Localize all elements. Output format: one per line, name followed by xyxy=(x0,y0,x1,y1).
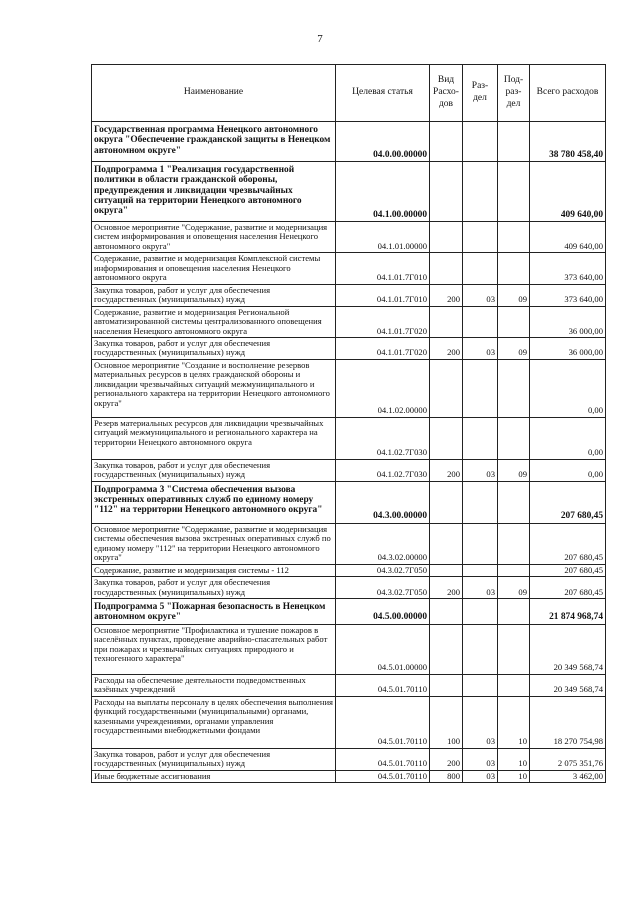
row-target-article-cell: 04.5.00.00000 xyxy=(336,598,430,624)
row-name-cell: Подпрограмма 1 "Реализация государственной политики в области гражданской обороны, предупреждения и ликвидации чрезвычайных ситуаций на территории Ненецкого автономного округа" xyxy=(92,162,336,222)
row-name-cell: Расходы на обеспечение деятельности подведомственных казённых учреждений xyxy=(92,674,336,696)
table-row xyxy=(92,337,606,359)
row-section-cell xyxy=(463,417,498,459)
row-name-cell: Государственная программа Ненецкого автономного округа "Обеспечение гражданской защиты в Ненецком автономном округе" xyxy=(92,122,336,162)
row-name-cell: Закупка товаров, работ и услуг для обеспечения государственных (муниципальных) нужд xyxy=(92,459,336,481)
table-row xyxy=(92,564,606,576)
row-amount-cell: 0,00 xyxy=(530,417,606,459)
table-row xyxy=(92,459,606,481)
table-header-row xyxy=(92,65,606,122)
row-target-article-cell: 04.5.01.70110 xyxy=(336,770,430,782)
row-target-article-cell: 04.1.02.7Г030 xyxy=(336,459,430,481)
row-amount-cell: 20 349 568,74 xyxy=(530,674,606,696)
row-name-cell: Подпрограмма 3 "Система обеспечения вызова экстренных оперативных служб по единому номеру "112" на территории Ненецкого автономного округа" xyxy=(92,481,336,523)
row-name-cell: Содержание, развитие и модернизация Региональной автоматизированной системы централизованного оповещения населения Ненецкого автономного округа xyxy=(92,306,336,337)
row-expense-type-cell xyxy=(430,523,463,564)
row-subsection-cell xyxy=(498,162,530,222)
row-amount-cell: 36 000,00 xyxy=(530,306,606,337)
row-expense-type-cell xyxy=(430,624,463,674)
row-amount-cell: 2 075 351,76 xyxy=(530,748,606,770)
header-section: Раз-дел xyxy=(463,65,498,122)
row-name-cell: Основное мероприятие "Содержание, развитие и модернизация системы обеспечения вызова экстренных оперативных служб по единому номеру "112" на территории Ненецкого автономного округа" xyxy=(92,523,336,564)
row-expense-type-cell: 800 xyxy=(430,770,463,782)
row-section-cell: 03 xyxy=(463,577,498,599)
row-section-cell xyxy=(463,306,498,337)
table-row xyxy=(92,748,606,770)
row-subsection-cell: 09 xyxy=(498,337,530,359)
row-name-cell: Расходы на выплаты персоналу в целях обеспечения выполнения функций государственными (муниципальными) органами, казенными учреждениями, органами управления государственными внебюджетными фондами xyxy=(92,696,336,748)
row-section-cell xyxy=(463,598,498,624)
table-row xyxy=(92,674,606,696)
row-section-cell: 03 xyxy=(463,696,498,748)
budget-table xyxy=(91,64,606,783)
table-row xyxy=(92,162,606,222)
row-target-article-cell: 04.5.01.70110 xyxy=(336,674,430,696)
row-amount-cell: 409 640,00 xyxy=(530,222,606,253)
row-expense-type-cell xyxy=(430,306,463,337)
row-target-article-cell: 04.3.00.00000 xyxy=(336,481,430,523)
row-target-article-cell: 04.0.00.00000 xyxy=(336,122,430,162)
row-name-cell: Содержание, развитие и модернизация Комплексной системы информирования и оповещения населения Ненецкого автономного округа xyxy=(92,253,336,284)
header-total: Всего расходов xyxy=(530,65,606,122)
row-amount-cell: 207 680,45 xyxy=(530,577,606,599)
header-name: Наименование xyxy=(92,65,336,122)
row-target-article-cell: 04.5.01.00000 xyxy=(336,624,430,674)
row-target-article-cell: 04.1.01.7Г010 xyxy=(336,253,430,284)
row-name-cell: Содержание, развитие и модернизация системы - 112 xyxy=(92,564,336,576)
row-target-article-cell: 04.1.01.00000 xyxy=(336,222,430,253)
row-name-cell: Иные бюджетные ассигнования xyxy=(92,770,336,782)
row-section-cell: 03 xyxy=(463,337,498,359)
row-target-article-cell: 04.3.02.7Г050 xyxy=(336,564,430,576)
row-section-cell: 03 xyxy=(463,459,498,481)
row-target-article-cell: 04.1.00.00000 xyxy=(336,162,430,222)
row-name-cell: Основное мероприятие "Профилактика и тушение пожаров в населённых пунктах, проведение аварийно-спасательных работ при пожарах и чрезвычайных ситуациях природного и техногенного характера" xyxy=(92,624,336,674)
row-target-article-cell: 04.3.02.7Г050 xyxy=(336,577,430,599)
page-number: 7 xyxy=(317,33,323,45)
row-target-article-cell: 04.1.02.00000 xyxy=(336,359,430,417)
table-row xyxy=(92,523,606,564)
row-section-cell xyxy=(463,481,498,523)
row-name-cell: Закупка товаров, работ и услуг для обеспечения государственных (муниципальных) нужд xyxy=(92,284,336,306)
row-target-article-cell: 04.1.01.7Г010 xyxy=(336,284,430,306)
row-amount-cell: 21 874 968,74 xyxy=(530,598,606,624)
row-section-cell xyxy=(463,162,498,222)
row-section-cell xyxy=(463,253,498,284)
row-expense-type-cell: 200 xyxy=(430,284,463,306)
row-section-cell xyxy=(463,122,498,162)
row-subsection-cell xyxy=(498,253,530,284)
row-name-cell: Подпрограмма 5 "Пожарная безопасность в Ненецком автономном округе" xyxy=(92,598,336,624)
header-expense-type: Вид Расхо-дов xyxy=(430,65,463,122)
row-subsection-cell xyxy=(498,306,530,337)
row-subsection-cell xyxy=(498,523,530,564)
row-target-article-cell: 04.1.01.7Г020 xyxy=(336,306,430,337)
row-expense-type-cell xyxy=(430,564,463,576)
table-row xyxy=(92,696,606,748)
row-subsection-cell: 10 xyxy=(498,696,530,748)
row-amount-cell: 0,00 xyxy=(530,359,606,417)
row-expense-type-cell: 200 xyxy=(430,577,463,599)
row-name-cell: Основное мероприятие "Содержание, развитие и модернизация систем информирования и оповещения населения Ненецкого автономного округа" xyxy=(92,222,336,253)
row-subsection-cell xyxy=(498,481,530,523)
row-expense-type-cell: 200 xyxy=(430,337,463,359)
row-expense-type-cell: 200 xyxy=(430,459,463,481)
table-row xyxy=(92,306,606,337)
row-section-cell xyxy=(463,564,498,576)
table-row xyxy=(92,770,606,782)
row-expense-type-cell xyxy=(430,674,463,696)
row-subsection-cell xyxy=(498,598,530,624)
row-section-cell: 03 xyxy=(463,770,498,782)
row-amount-cell: 207 680,45 xyxy=(530,481,606,523)
row-amount-cell: 373 640,00 xyxy=(530,253,606,284)
row-section-cell xyxy=(463,624,498,674)
row-expense-type-cell: 100 xyxy=(430,696,463,748)
table-row xyxy=(92,481,606,523)
row-name-cell: Закупка товаров, работ и услуг для обеспечения государственных (муниципальных) нужд xyxy=(92,748,336,770)
table-row xyxy=(92,624,606,674)
row-subsection-cell: 09 xyxy=(498,459,530,481)
row-expense-type-cell xyxy=(430,359,463,417)
row-amount-cell: 20 349 568,74 xyxy=(530,624,606,674)
row-subsection-cell xyxy=(498,122,530,162)
row-name-cell: Закупка товаров, работ и услуг для обеспечения государственных (муниципальных) нужд xyxy=(92,337,336,359)
row-section-cell xyxy=(463,674,498,696)
table-row xyxy=(92,577,606,599)
header-target-article: Целевая статья xyxy=(336,65,430,122)
row-target-article-cell: 04.1.01.7Г020 xyxy=(336,337,430,359)
row-name-cell: Основное мероприятие "Создание и восполнение резервов материальных ресурсов в целях гражданской обороны и ликвидации чрезвычайных ситуаций межмуниципального и регионального характера на территории Ненецкого автономного округа" xyxy=(92,359,336,417)
row-target-article-cell: 04.3.02.00000 xyxy=(336,523,430,564)
row-expense-type-cell xyxy=(430,417,463,459)
row-amount-cell: 373 640,00 xyxy=(530,284,606,306)
row-expense-type-cell xyxy=(430,122,463,162)
row-subsection-cell xyxy=(498,564,530,576)
row-subsection-cell: 10 xyxy=(498,748,530,770)
row-expense-type-cell xyxy=(430,222,463,253)
row-section-cell xyxy=(463,222,498,253)
row-subsection-cell: 10 xyxy=(498,770,530,782)
table-row xyxy=(92,253,606,284)
row-expense-type-cell xyxy=(430,598,463,624)
row-subsection-cell xyxy=(498,674,530,696)
row-subsection-cell xyxy=(498,222,530,253)
row-amount-cell: 207 680,45 xyxy=(530,564,606,576)
row-name-cell: Закупка товаров, работ и услуг для обеспечения государственных (муниципальных) нужд xyxy=(92,577,336,599)
row-target-article-cell: 04.5.01.70110 xyxy=(336,696,430,748)
row-expense-type-cell xyxy=(430,162,463,222)
row-section-cell xyxy=(463,359,498,417)
table-row xyxy=(92,417,606,459)
row-section-cell: 03 xyxy=(463,748,498,770)
row-section-cell: 03 xyxy=(463,284,498,306)
row-subsection-cell: 09 xyxy=(498,284,530,306)
row-name-cell: Резерв материальных ресурсов для ликвидации чрезвычайных ситуаций межмуниципального и регионального характера на территории Ненецкого автономного округа xyxy=(92,417,336,459)
row-expense-type-cell xyxy=(430,481,463,523)
row-subsection-cell: 09 xyxy=(498,577,530,599)
table-row xyxy=(92,359,606,417)
table-row xyxy=(92,598,606,624)
row-amount-cell: 36 000,00 xyxy=(530,337,606,359)
row-section-cell xyxy=(463,523,498,564)
table-body xyxy=(92,122,606,783)
row-amount-cell: 3 462,00 xyxy=(530,770,606,782)
row-subsection-cell xyxy=(498,624,530,674)
row-expense-type-cell: 200 xyxy=(430,748,463,770)
table-row xyxy=(92,222,606,253)
row-target-article-cell: 04.5.01.70110 xyxy=(336,748,430,770)
row-expense-type-cell xyxy=(430,253,463,284)
row-amount-cell: 409 640,00 xyxy=(530,162,606,222)
row-subsection-cell xyxy=(498,359,530,417)
header-subsection: Под-раз-дел xyxy=(498,65,530,122)
row-amount-cell: 0,00 xyxy=(530,459,606,481)
row-amount-cell: 18 270 754,98 xyxy=(530,696,606,748)
row-subsection-cell xyxy=(498,417,530,459)
row-amount-cell: 207 680,45 xyxy=(530,523,606,564)
table-row xyxy=(92,284,606,306)
row-amount-cell: 38 780 458,40 xyxy=(530,122,606,162)
table-row xyxy=(92,122,606,162)
row-target-article-cell: 04.1.02.7Г030 xyxy=(336,417,430,459)
